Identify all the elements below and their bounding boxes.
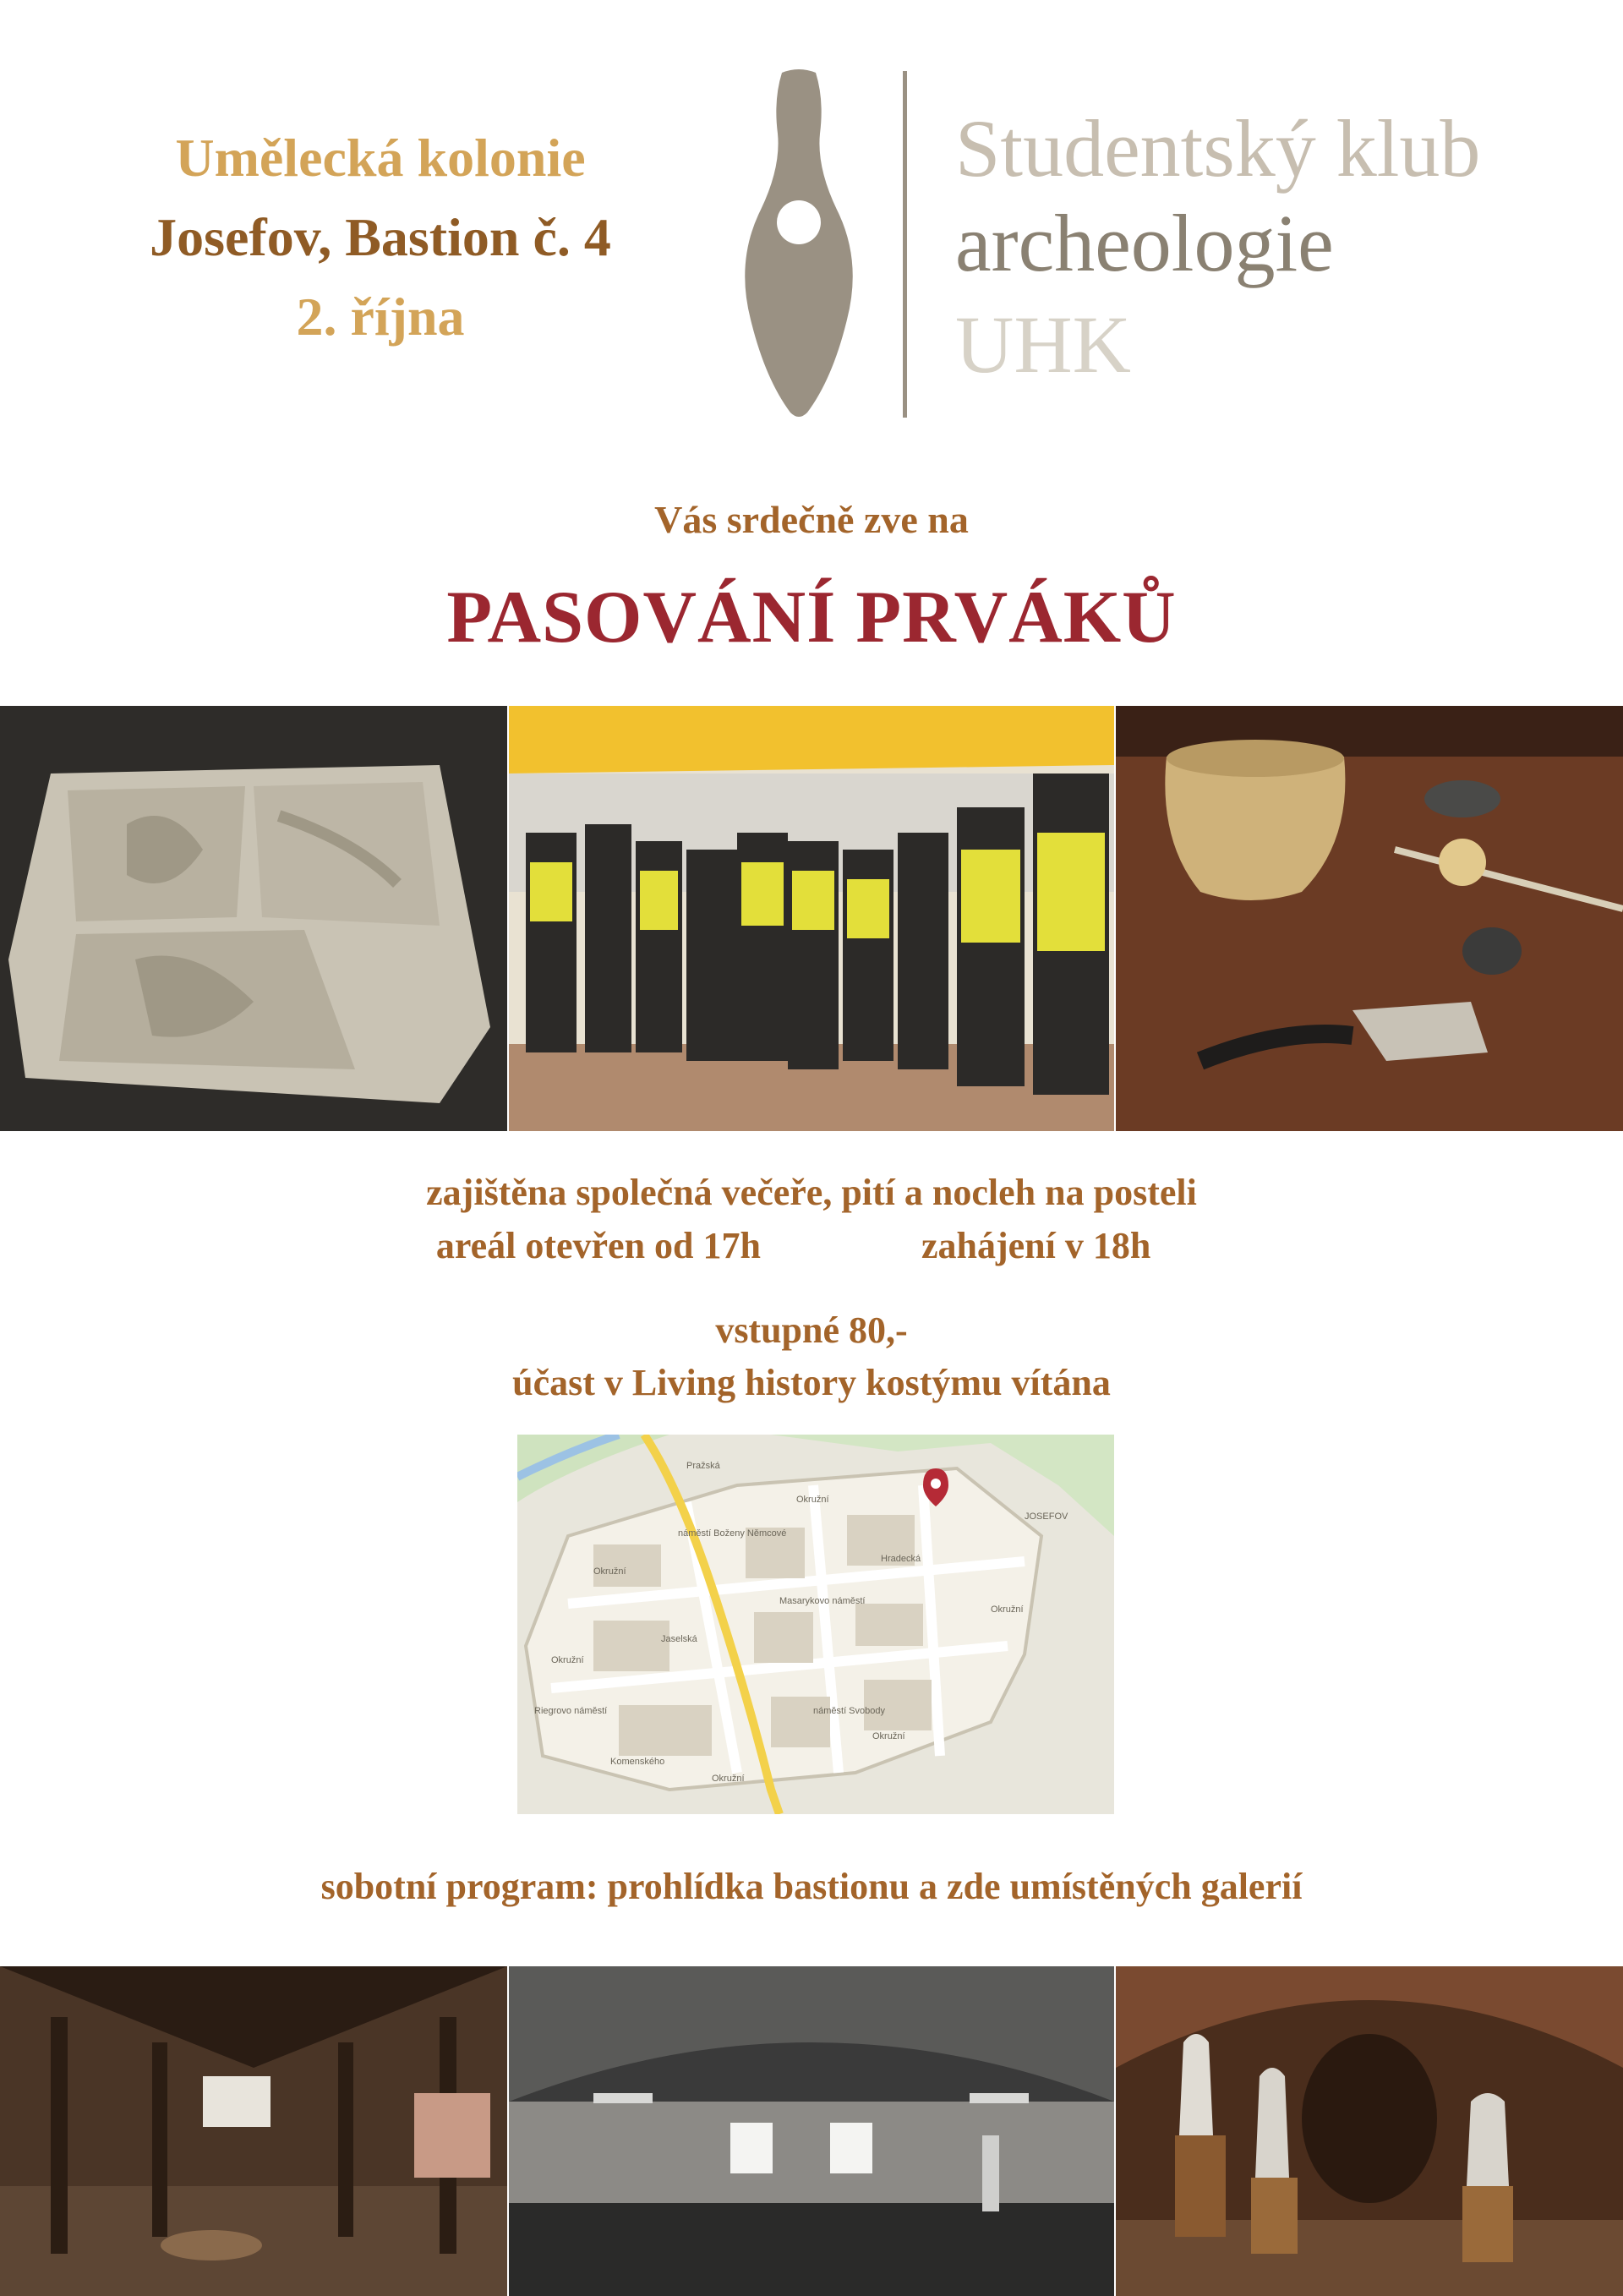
photo-attic-gallery bbox=[0, 1966, 507, 2296]
svg-text:Hradecká: Hradecká bbox=[881, 1554, 921, 1564]
photo-students-group bbox=[509, 706, 1114, 1131]
location-map[interactable] bbox=[517, 1435, 1114, 1814]
logo-divider bbox=[903, 71, 907, 418]
svg-text:Komenského: Komenského bbox=[610, 1757, 665, 1767]
svg-text:JOSEFOV: JOSEFOV bbox=[1025, 1512, 1068, 1522]
svg-text:Riegrovo náměstí: Riegrovo náměstí bbox=[534, 1706, 608, 1716]
svg-text:Okružní: Okružní bbox=[796, 1495, 829, 1505]
info-saturday-program: sobotní program: prohlídka bastionu a zde umístěných galerií bbox=[320, 1866, 1303, 1907]
stone-axe-icon bbox=[735, 66, 862, 421]
svg-text:náměstí Boženy Němcové: náměstí Boženy Němcové bbox=[678, 1528, 787, 1539]
info-costume: účast v Living history kostýmu vítána bbox=[512, 1362, 1111, 1403]
club-name-line1: Studentský klub bbox=[955, 103, 1481, 194]
club-name-line3: UHK bbox=[955, 299, 1131, 390]
event-title: PASOVÁNÍ PRVÁKŮ bbox=[446, 577, 1177, 659]
photo-brick-tunnel-sculptures bbox=[1116, 1966, 1623, 2296]
info-opening: areál otevřen od 17h bbox=[435, 1225, 761, 1266]
venue-address: Josefov, Bastion č. 4 bbox=[150, 207, 611, 267]
club-name-line2: archeologie bbox=[955, 198, 1334, 288]
svg-text:Okružní: Okružní bbox=[712, 1774, 745, 1784]
svg-text:Masarykovo náměstí: Masarykovo náměstí bbox=[779, 1596, 866, 1606]
svg-text:Jaselská: Jaselská bbox=[661, 1634, 697, 1644]
svg-text:Okružní: Okružní bbox=[872, 1731, 905, 1741]
svg-text:Okružní: Okružní bbox=[551, 1655, 584, 1665]
svg-text:Pražská: Pražská bbox=[686, 1461, 720, 1471]
invite-text: Vás srdečně zve na bbox=[654, 498, 969, 541]
svg-text:náměstí Svobody: náměstí Svobody bbox=[813, 1706, 885, 1716]
svg-text:Okružní: Okružní bbox=[991, 1604, 1024, 1615]
photo-artifacts-table bbox=[1116, 706, 1623, 1131]
info-fee: vstupné 80,- bbox=[715, 1309, 908, 1351]
info-provisions: zajištěna společná večeře, pití a nocleh na posteli bbox=[426, 1172, 1197, 1213]
photo-vaulted-hall bbox=[509, 1966, 1114, 2296]
photo-relief-tile bbox=[0, 706, 507, 1131]
info-start: zahájení v 18h bbox=[921, 1225, 1151, 1266]
event-date: 2. října bbox=[296, 287, 465, 347]
venue-name: Umělecká kolonie bbox=[175, 128, 586, 188]
svg-text:Okružní: Okružní bbox=[593, 1566, 626, 1577]
